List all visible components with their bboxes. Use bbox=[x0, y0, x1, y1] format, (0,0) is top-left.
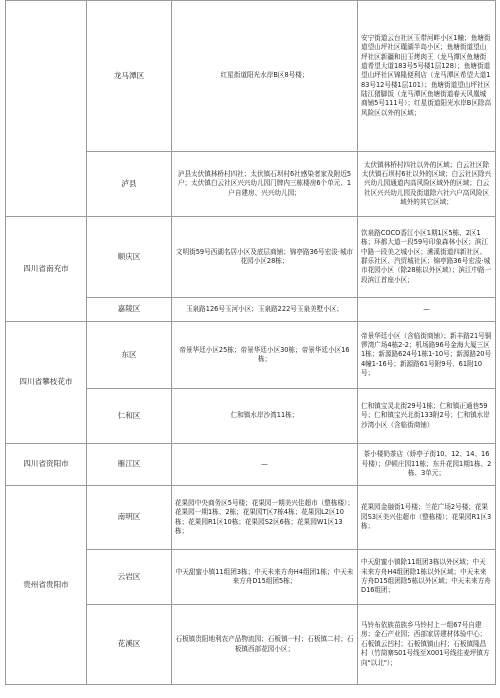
medium-risk-cell: 马铃布依族苗族乡马铃村上一组67号自建房；金石产业园；西部家居建材体验中心；石板镇云凹村；石板镇镇山村；石板镇隆昌村（竹筒寨S01号线至X001号线往麦坪镇方向"以北"）； bbox=[358, 605, 496, 685]
district-cell: 南明区 bbox=[87, 486, 172, 550]
district-cell: 龙马潭区 bbox=[87, 1, 172, 152]
medium-risk-cell: 仁和镇宝灵北街29号1栋；仁和镇正通巷59号；仁和镇宝兴北街133附2号；仁和镇水岸沙湾小区（含临街商铺） bbox=[358, 389, 496, 444]
district-cell: 云岩区 bbox=[87, 550, 172, 605]
high-risk-cell: 泸县太伏镇林桥村四社；太伏镇石坝村6社感染者家及附近5户；太伏镇白云社区兴兴幼儿园门牌内三栋楼房6个单元、1户自建房、兴兴幼儿园； bbox=[172, 152, 358, 217]
table-row bbox=[6, 1, 496, 152]
medium-risk-cell: — bbox=[358, 298, 496, 322]
city-cell: 四川省攀枝花市 bbox=[6, 322, 87, 444]
district-cell: 雁江区 bbox=[87, 444, 172, 486]
city-cell: 四川省南充市 bbox=[6, 217, 87, 322]
city-cell: 四川省资阳市 bbox=[6, 444, 87, 486]
risk-area-table bbox=[5, 0, 496, 685]
table-row bbox=[6, 217, 496, 298]
high-risk-cell: 石板镇贵阳地利农产品物流园；石板镇一村；石板镇二村；石板镇西部花园小区； bbox=[172, 605, 358, 685]
high-risk-cell: 花果园中央商务区5号楼；花果园一期美兴佳超市（整栋楼）；花果园一期1栋、2栋；花果园T区7栋4栋；花果园L2区10栋；花果园R1区10栋；花果园S2区6栋；花果园W1区13栋； bbox=[172, 486, 358, 550]
medium-risk-cell: 安宁街道云台社区玉带河畔小区1幢；鱼塘街道望山坪社区瓏湖半岛小区；鱼塘街道望山坪社区新疆和田玉烤肉王（龙马潭区鱼塘街道希望大道183号5号楼1层128）；鱼塘街道望山坪社区锦隆便利店（龙马潭区希望大道183号12号楼1层101）；鱼塘街道望山坪社区陆江猪脚饭（龙马潭区鱼塘街道春天风凰城商铺5号111号）；红星街道阳光水岸B区除高风险区以外的区域； bbox=[358, 1, 496, 152]
medium-risk-cell: 花果园金融街1号楼；兰花广场2号楼；花果园S3区美兴佳超市（整栋楼）；花果园R1区3栋； bbox=[358, 486, 496, 550]
high-risk-cell: 帝景华廷小区25栋；帝景华廷小区30栋；帝景华廷小区16栋； bbox=[172, 322, 358, 389]
district-cell: 花溪区 bbox=[87, 605, 172, 685]
table-row bbox=[6, 486, 496, 550]
district-cell: 仁和区 bbox=[87, 389, 172, 444]
table-row bbox=[6, 322, 496, 389]
medium-risk-cell: 茶小楼奶茶店（娇亭子街10、12、14、16号楼）；伊顿庄园11栋；东升花园1期1栋、2栋、3单元； bbox=[358, 444, 496, 486]
high-risk-cell: 中天甜蜜小镇11组团3栋；中天未来方舟H4组团1栋；中天未来方舟D15组团5栋； bbox=[172, 550, 358, 605]
district-cell: 嘉陵区 bbox=[87, 298, 172, 322]
medium-risk-cell: 太伏镇林桥村四社以外的区域；白云社区除太伏镇石坝村6社以外的区域；白云社区除兴兴幼儿园通道内高风险区域外的区域；白云社区兴兴幼儿园及街道除六社六户高风险区域外的其它区域； bbox=[358, 152, 496, 217]
high-risk-cell: 文明街59号西湖名居小区及底层商铺；锦亭路36号宏浚·城市花园小区28栋； bbox=[172, 217, 358, 298]
medium-risk-cell: 帝景华廷小区（含临街商铺）；新丰路21号铜锣湾广场4栋2-2；机场路96号金海大厦三区1栋；新源路624号1栋1-10号；新源路20号4幢1-16号；新源路61号附9号、61附10号； bbox=[358, 322, 496, 389]
table-row bbox=[6, 444, 496, 486]
district-cell: 东区 bbox=[87, 322, 172, 389]
medium-risk-cell: 饮泉路COCO香江小区1期1区5栋、2区1栋；环都大道一段59号印象森林小区；滨江中路一段美之城小区；潆溪街道四新社区、群乐社区、汽贸城社区；锦亭路36号宏浚·城市花园小区（除28栋以外区域）；滨江中路一段滨江首座小区； bbox=[358, 217, 496, 298]
high-risk-cell: 玉泉路126号玉河小区；玉泉路222号玉泉美墅小区； bbox=[172, 298, 358, 322]
district-cell: 顺庆区 bbox=[87, 217, 172, 298]
high-risk-cell: 仁和镇水岸沙湾11栋； bbox=[172, 389, 358, 444]
district-cell: 泸县 bbox=[87, 152, 172, 217]
medium-risk-cell: 中天甜蜜小镇除11组团3栋以外区域；中天未来方舟H4组团除1栋以外区域；中天未来方舟D15组团除5栋以外区域；中天未来方舟D16组团； bbox=[358, 550, 496, 605]
high-risk-cell: 红星街道阳光水岸B区8号楼； bbox=[172, 1, 358, 152]
high-risk-cell: — bbox=[172, 444, 358, 486]
city-cell: 贵州省贵阳市 bbox=[6, 486, 87, 685]
city-cell bbox=[6, 1, 87, 217]
